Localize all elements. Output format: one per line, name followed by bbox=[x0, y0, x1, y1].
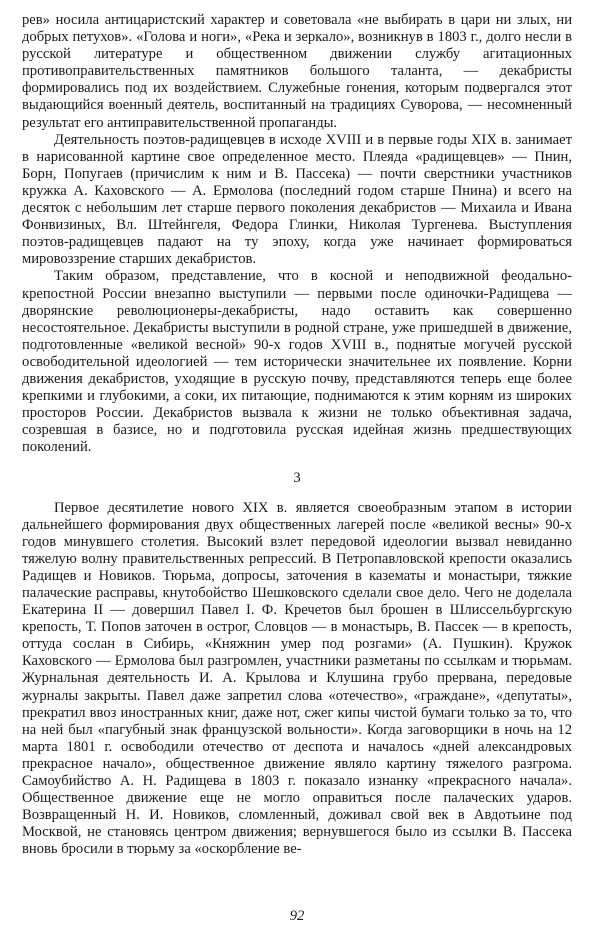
text-block-before bbox=[22, 12, 572, 456]
paragraph-1: рев» носила антицаристский характер и советовала «не выбирать в цари ни злых, ни добрых петухов». «Голова и ноги», «Река и зеркало», возникнув в 1803 г., долго несли в русской литературе и общественном движении службу агитационных противоправительственных памятников большого таланта, — декабристы формировались под их воздействием. Служебные гонения, которым подвергался этот выдающийся военный деятель, воспитанный на традициях Суворова, — несомненный результат его антиправительственной пропаганды. bbox=[22, 12, 572, 131]
paragraph-3: Таким образом, представление, что в косной и неподвижной феодально-крепостной России внезапно выступили — первыми после одиночки-Радищева — дворянские революционеры-декабристы, надо оставить как совершенно несостоятельное. Декабристы выступили в родной стране, уже пришедшей в движение, подготовленные «великой весной» 90-х годов XVIII в., поднятые могучей русской освободительной идеологией — тем исторически значительнее их появление. Корни движения декабристов, уходящие в русскую почву, представляются теперь еще более крепкими и глубокими, а соки, их питающие, поднимаются к этим корням из широких просторов России. Декабристов вызвала к жизни не только объективная задача, созревшая в базисе, но и подготовила русская идейная жизнь предшествующих поколений. bbox=[22, 268, 572, 456]
paragraph-4: Первое десятилетие нового XIX в. является своеобразным этапом в истории дальнейшего формирования двух общественных лагерей после «великой весны» 90-х годов минувшего столетия. Высокий взлет передовой идеологии вызвал невиданно тяжелую волну правительственных репрессий. В Петропавловской крепости оказались Радищев и Новиков. Тюрьма, допросы, заточения в казематы и монастыри, тяжкие палаческие расправы, кнутобойство Шешковского сделали свое дело. Чего не доделала Екатерина II — довершил Павел I. Ф. Кречетов был брошен в Шлиссельбургскую крепость, Т. Попов заточен в острог, Словцов — в монастырь, В. Пассек — в крепость, оттуда сослан в Сибирь, «Княжнин умер под розгами» (А. Пушкин). Кружок Каховского — Ермолова был разгромлен, участники разметаны по ссылкам и тюрьмам. Журнальная деятельность И. А. Крылова и Клушина грубо прервана, передовые журналы закрыты. Павел даже запретил слова «отечество», «граждане», «депутаты», прекратил ввоз иностранных книг, даже нот, сжег кипы чистой бумаги только за то, что на ней был «пагубный знак французской вольности». Когда заговорщики в ночь на 12 марта 1801 г. освободили отечество от деспота и началось «дней александровых прекрасное начало», общественное движение являло картину тяжелого разгрома. Самоубийство А. Н. Радищева в 1803 г. показало изнанку «прекрасного начала». Общественное движение еще не могло оправиться после палаческих ударов. Возвращенный Н. И. Новиков, сломленный, доживал свой век в Авдотьине под Москвой, не становясь центром движения; вернувшегося было из ссылки В. Пассека вновь бросили в тюрьму за «оскорбление ве- bbox=[22, 499, 572, 858]
book-page bbox=[22, 12, 572, 928]
text-block-after bbox=[22, 500, 572, 859]
section-number: 3 bbox=[293, 470, 301, 487]
page-number: 92 bbox=[289, 908, 305, 924]
paragraph-2: Деятельность поэтов-радищевцев в исходе XVIII и в первые годы XIX в. занимает в нарисованной картине свое определенное место. Плеяда «радищевцев» — Пнин, Борн, Попугаев (причислим к ним и В. Пассека) — почти сверстники участников кружка А. Каховского — А. Ермолова (последний годом старше Пнина) и всего на десяток с небольшим лет старше первого поколения декабристов — Михаила и Ивана Фонвизиных, Вл. Штейнгеля, Федора Глинки, Николая Тургенева. Выступления поэтов-радищевцев падают на ту эпоху, когда уже начинает формироваться мировоззрение старших декабристов. bbox=[22, 131, 572, 268]
